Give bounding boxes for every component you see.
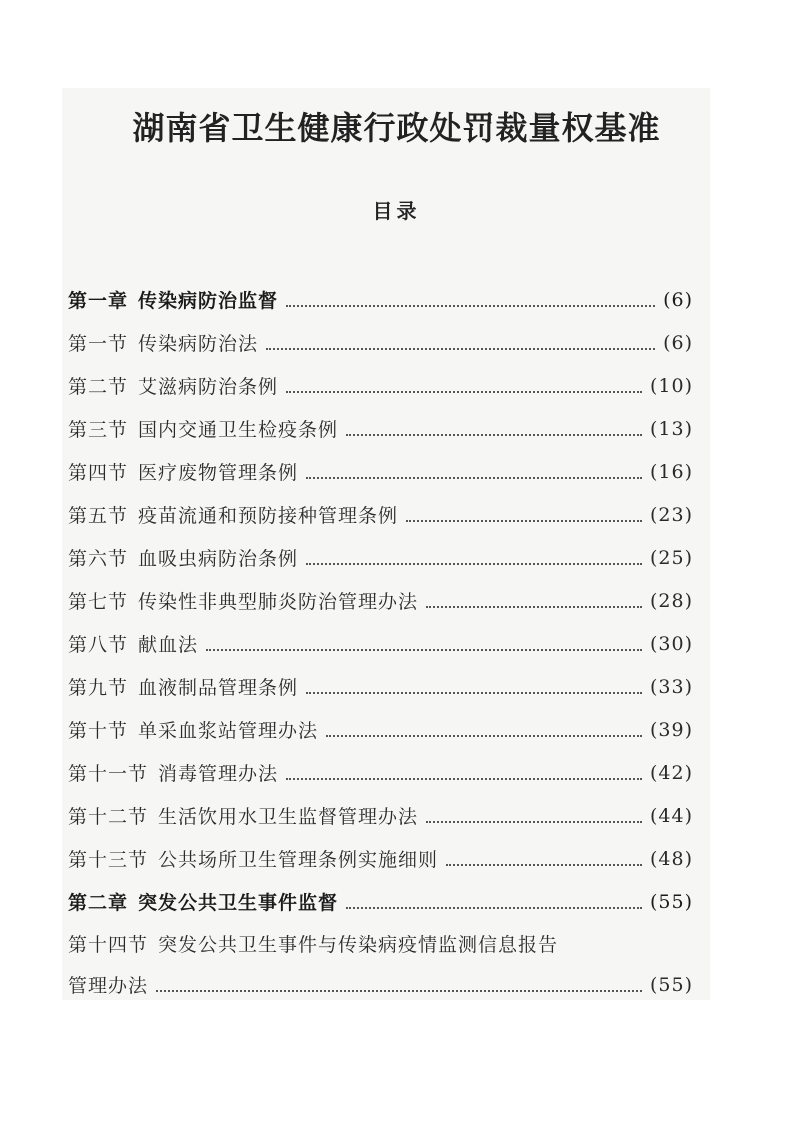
toc-entry-page: (33)	[649, 675, 693, 698]
toc-entry-title: 传染病防治监督	[138, 290, 279, 312]
toc-entry-page: (23)	[649, 503, 693, 526]
toc-entry-label	[68, 802, 418, 829]
toc-entry-page: (44)	[649, 804, 693, 827]
toc-entry-title-continued: 管理办法	[68, 975, 149, 997]
toc-section-9[interactable]	[68, 665, 693, 708]
toc-leader-dots	[446, 864, 642, 866]
toc-entry-number: 第二节	[68, 376, 129, 398]
toc-chapter-1[interactable]	[68, 278, 693, 321]
toc-entry-number: 第八节	[68, 634, 129, 656]
toc-leader-dots	[286, 391, 642, 393]
toc-leader-dots	[306, 563, 642, 565]
toc-entry-number: 第三节	[68, 419, 129, 441]
toc-leader-dots	[286, 778, 642, 780]
toc-section-10[interactable]	[68, 708, 693, 751]
toc-section-12[interactable]	[68, 794, 693, 837]
toc-entry-title: 血液制品管理条例	[138, 677, 299, 699]
toc-entry-label	[68, 716, 318, 743]
toc-entry-title: 生活饮用水卫生监督管理办法	[158, 806, 419, 828]
toc-entry-number: 第二章	[68, 892, 129, 914]
toc-leader-dots	[426, 821, 642, 823]
toc-entry-number: 第十一节	[68, 763, 149, 785]
toc-leader-dots	[286, 305, 655, 307]
toc-entry-number: 第十节	[68, 720, 129, 742]
document-title: 湖南省卫生健康行政处罚裁量权基准	[132, 109, 661, 147]
toc-entry-label	[68, 630, 198, 657]
toc-entry-page: (30)	[649, 632, 693, 655]
toc-entry-label	[68, 329, 258, 356]
toc-entry-number: 第五节	[68, 505, 129, 527]
toc-entry-page: (13)	[649, 417, 693, 440]
toc-leader-dots	[206, 649, 642, 651]
toc-entry-title: 医疗废物管理条例	[138, 462, 299, 484]
toc-entry-page: (55)	[649, 890, 693, 913]
toc-section-8[interactable]	[68, 622, 693, 665]
toc-entry-title: 传染病防治法	[138, 333, 259, 355]
toc-entry-label	[68, 673, 298, 700]
toc-entry-label	[68, 372, 278, 399]
toc-leader-dots	[406, 520, 642, 522]
toc-section-14[interactable]	[68, 923, 693, 963]
toc-leader-dots	[346, 434, 642, 436]
toc-entry-label	[68, 930, 558, 957]
toc-section-13[interactable]	[68, 837, 693, 880]
toc-entry-page: (16)	[649, 460, 693, 483]
toc-entry-title: 消毒管理办法	[158, 763, 279, 785]
toc-entry-title: 国内交通卫生检疫条例	[138, 419, 339, 441]
toc-entry-page: (6)	[663, 288, 693, 311]
toc-entry-number: 第四节	[68, 462, 129, 484]
toc-entry-title: 血吸虫病防治条例	[138, 548, 299, 570]
toc-entry-number: 第十二节	[68, 806, 149, 828]
toc-entry-title: 献血法	[138, 634, 199, 656]
toc-entry-page: (55)	[649, 973, 693, 996]
toc-entry-label	[68, 286, 278, 313]
toc-entry-label	[68, 458, 298, 485]
toc-entry-page: (25)	[649, 546, 693, 569]
toc-leader-dots	[306, 692, 642, 694]
toc-chapter-2[interactable]	[68, 880, 693, 923]
toc-leader-dots	[426, 606, 642, 608]
toc-entry-title: 突发公共卫生事件与传染病疫情监测信息报告	[158, 933, 559, 956]
toc-entry-number: 第七节	[68, 591, 129, 613]
toc-entry-page: (39)	[649, 718, 693, 741]
toc-entry-number: 第十四节	[68, 933, 149, 956]
toc-section-1[interactable]	[68, 321, 693, 364]
toc-entry-page: (10)	[649, 374, 693, 397]
toc-entry-number: 第九节	[68, 677, 129, 699]
toc-entry-title: 突发公共卫生事件监督	[138, 892, 339, 914]
toc-leader-dots	[266, 348, 655, 350]
toc-entry-title: 单采血浆站管理办法	[138, 720, 319, 742]
toc-leader-dots	[156, 990, 642, 992]
toc-section-6[interactable]	[68, 536, 693, 579]
table-of-contents	[68, 278, 693, 1006]
toc-entry-title: 传染性非典型肺炎防治管理办法	[138, 591, 419, 613]
toc-entry-page: (42)	[649, 761, 693, 784]
toc-entry-number: 第一节	[68, 333, 129, 355]
toc-section-14-continued[interactable]	[68, 963, 693, 1006]
toc-section-2[interactable]	[68, 364, 693, 407]
toc-entry-label	[68, 888, 338, 915]
toc-entry-page: (28)	[649, 589, 693, 612]
toc-leader-dots	[346, 907, 642, 909]
toc-entry-title: 公共场所卫生管理条例实施细则	[158, 849, 439, 871]
toc-section-3[interactable]	[68, 407, 693, 450]
toc-entry-label	[68, 587, 418, 614]
toc-entry-label	[68, 544, 298, 571]
toc-leader-dots	[306, 477, 642, 479]
toc-entry-label	[68, 845, 438, 872]
toc-entry-number: 第一章	[68, 290, 129, 312]
toc-entry-label	[68, 759, 278, 786]
toc-entry-page: (48)	[649, 847, 693, 870]
toc-entry-label	[68, 501, 398, 528]
toc-entry-title: 疫苗流通和预防接种管理条例	[138, 505, 399, 527]
toc-section-7[interactable]	[68, 579, 693, 622]
toc-entry-title: 艾滋病防治条例	[138, 376, 279, 398]
toc-section-5[interactable]	[68, 493, 693, 536]
toc-entry-page: (6)	[663, 331, 693, 354]
toc-section-4[interactable]	[68, 450, 693, 493]
toc-section-11[interactable]	[68, 751, 693, 794]
toc-heading: 目录	[372, 199, 421, 223]
toc-entry-number: 第六节	[68, 548, 129, 570]
toc-leader-dots	[326, 735, 642, 737]
toc-entry-number: 第十三节	[68, 849, 149, 871]
toc-entry-label	[68, 415, 338, 442]
